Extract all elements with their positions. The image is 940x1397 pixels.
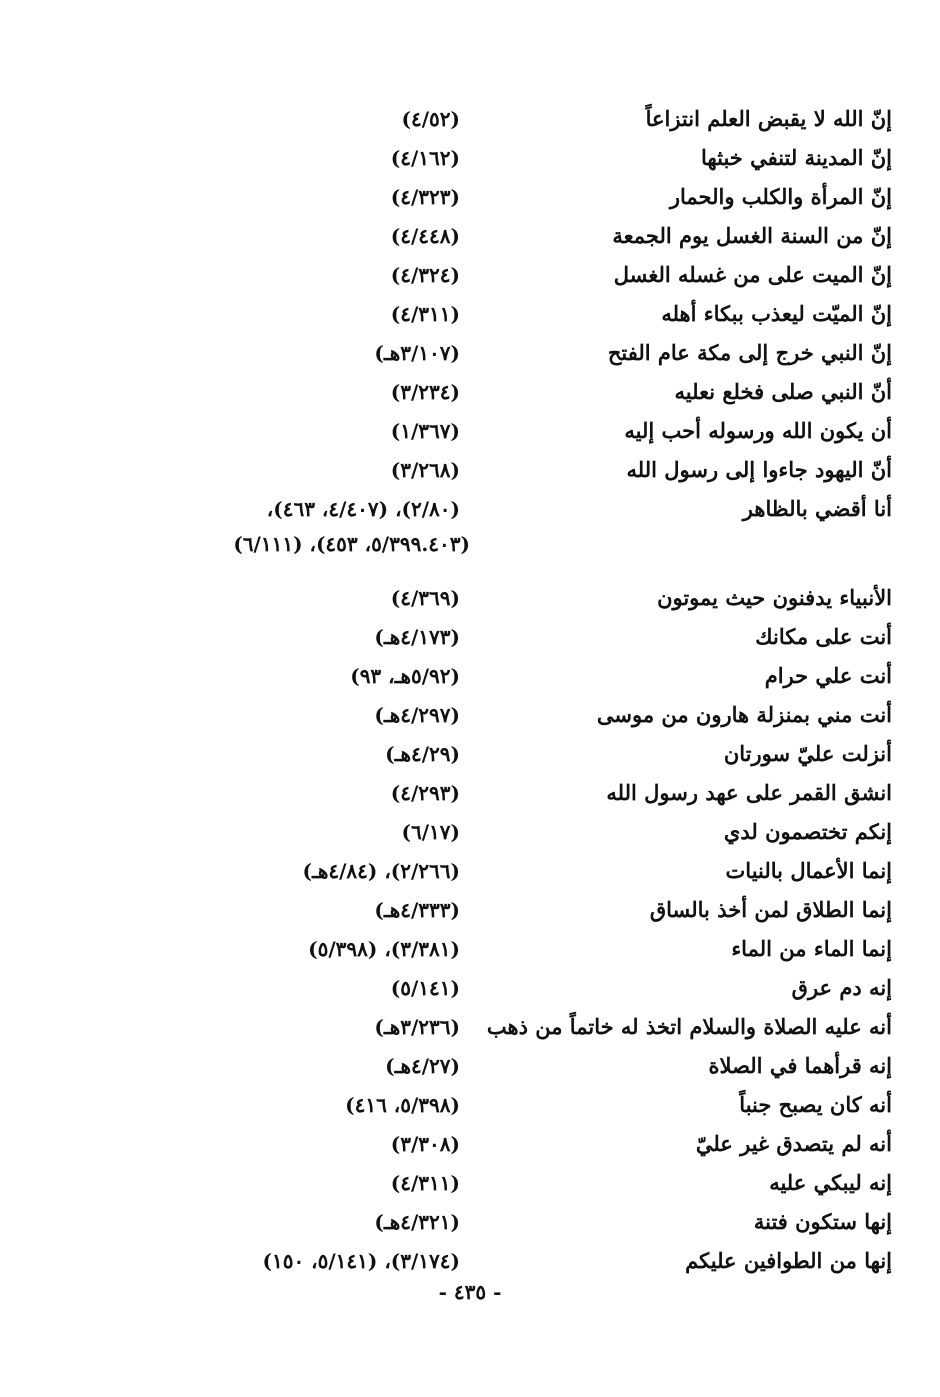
index-entry (140, 334, 900, 373)
hadith-reference: (٣/٢٣٦هـ) (374, 1015, 460, 1039)
hadith-index-list (140, 100, 900, 1281)
hadith-reference: (٤/٣٢١هـ) (374, 1210, 460, 1234)
hadith-text: إنها من الطوافين عليكم (685, 1248, 892, 1273)
hadith-reference: (٢/٨٠)، (٤/٤٠٧، ٤٦٣)، (266, 497, 460, 521)
hadith-text: إنّ المرأة والكلب والحمار (669, 184, 892, 209)
hadith-text: إنّ الله لا يقبض العلم انتزاعاً (645, 106, 892, 131)
index-entry (140, 100, 900, 139)
index-entry (140, 891, 900, 930)
hadith-text: أنه كان يصبح جنباً (739, 1092, 892, 1117)
index-entry (140, 813, 900, 852)
index-entry-continuation (140, 529, 900, 563)
hadith-text: إنّ الميت على من غسله الغسل (613, 262, 892, 287)
hadith-reference-continuation: (٥/٣٩٩.٤٠٣، ٤٥٣)، (٦/١١١) (233, 532, 470, 556)
hadith-reference: (٥/٣٩٨، ٤١٦) (345, 1093, 460, 1117)
hadith-text: أنّ اليهود جاءوا إلى رسول الله (626, 457, 892, 482)
hadith-reference: (٤/١٦٢) (390, 146, 460, 170)
index-entry (140, 657, 900, 696)
hadith-text: إنه قرأهما في الصلاة (708, 1053, 892, 1078)
hadith-text: أنت على مكانك (755, 624, 892, 649)
hadith-reference: (٤/٢٩٣) (390, 781, 460, 805)
index-entry (140, 1164, 900, 1203)
hadith-reference: (٤/٣٣٣هـ) (374, 898, 460, 922)
index-entry (140, 579, 900, 618)
index-entry (140, 1086, 900, 1125)
index-entry (140, 1242, 900, 1281)
hadith-reference: (٤/٣٢٤) (390, 263, 460, 287)
index-entry (140, 774, 900, 813)
hadith-reference: (٣/١٧٤)، (٥/١٤١، ١٥٠) (262, 1249, 460, 1273)
hadith-reference: (٣/٣٨١)، (٥/٣٩٨) (308, 937, 460, 961)
hadith-text: إنّ من السنة الغسل يوم الجمعة (612, 223, 892, 248)
index-entry (140, 930, 900, 969)
hadith-reference: (٤/٢٩هـ) (385, 742, 460, 766)
hadith-reference: (١/٣٦٧) (390, 419, 460, 443)
hadith-text: إنّ المدينة لتنفي خبثها (701, 145, 892, 170)
hadith-reference: (٦/١٧) (401, 820, 460, 844)
index-entry (140, 696, 900, 735)
hadith-text: إنكم تختصمون لدي (723, 819, 892, 844)
hadith-text: أنزلت عليّ سورتان (723, 741, 892, 766)
hadith-text: إنه ليبكي عليه (769, 1170, 892, 1195)
hadith-reference: (٢/٢٦٦)، (٤/٨٤هـ) (302, 859, 460, 883)
hadith-reference: (٤/٥٢) (401, 107, 460, 131)
hadith-reference: (٤/٣٦٩) (390, 586, 460, 610)
hadith-text: انشق القمر على عهد رسول الله (606, 780, 892, 805)
index-entry (140, 373, 900, 412)
hadith-reference: (٣/١٠٧هـ) (374, 341, 460, 365)
index-entry (140, 256, 900, 295)
index-entry (140, 1125, 900, 1164)
index-entry (140, 178, 900, 217)
index-entry (140, 618, 900, 657)
hadith-text: أنا أقضي بالظاهر (742, 496, 892, 521)
hadith-text: إنها ستكون فتنة (753, 1209, 892, 1234)
hadith-text: الأنبياء يدفنون حيث يموتون (657, 585, 892, 610)
hadith-text: إنما الأعمال بالنيات (725, 858, 892, 883)
hadith-reference: (٤/٣١١) (390, 302, 460, 326)
index-entry (140, 852, 900, 891)
hadith-text: إنّ النبي خرج إلى مكة عام الفتح (607, 340, 892, 365)
hadith-text: أنت مني بمنزلة هارون من موسى (596, 702, 892, 727)
spacer (140, 563, 900, 579)
index-entry (140, 1047, 900, 1086)
index-entry (140, 295, 900, 334)
hadith-reference: (٤/٣١١) (390, 1171, 460, 1195)
index-entry (140, 139, 900, 178)
hadith-reference: (٤/٢٧هـ) (385, 1054, 460, 1078)
hadith-text: إنما الماء من الماء (731, 936, 892, 961)
hadith-text: إنّ الميّت ليعذب ببكاء أهله (661, 301, 892, 326)
index-entry (140, 412, 900, 451)
page-number: - ٤٣٥ - (438, 1280, 502, 1304)
index-entry (140, 451, 900, 490)
hadith-text: أنه لم يتصدق غير عليّ (695, 1131, 892, 1156)
index-entry (140, 1008, 900, 1047)
index-entry (140, 969, 900, 1008)
hadith-reference: (٤/٣٢٣) (390, 185, 460, 209)
index-entry (140, 1203, 900, 1242)
hadith-reference: (٣/٢٣٤) (390, 380, 460, 404)
index-entry (140, 735, 900, 774)
hadith-text: إنه دم عرق (791, 975, 892, 1000)
hadith-text: أنه عليه الصلاة والسلام اتخذ له خاتماً من ذهب (486, 1014, 892, 1039)
index-entry (140, 217, 900, 256)
index-entry (140, 490, 900, 529)
hadith-text: إنما الطلاق لمن أخذ بالساق (649, 897, 892, 922)
hadith-reference: (٣/٢٦٨) (390, 458, 460, 482)
hadith-reference: (٣/٣٠٨) (390, 1132, 460, 1156)
hadith-text: أنّ النبي صلى فخلع نعليه (674, 379, 892, 404)
hadith-reference: (٥/١٤١) (390, 976, 460, 1000)
hadith-text: أنت علي حرام (764, 663, 892, 688)
hadith-reference: (٤/٤٤٨) (390, 224, 460, 248)
hadith-text: أن يكون الله ورسوله أحب إليه (624, 418, 892, 443)
hadith-reference: (٤/١٧٣هـ) (374, 625, 460, 649)
hadith-reference: (٥/٩٢هـ، ٩٣) (350, 664, 460, 688)
hadith-reference: (٤/٢٩٧هـ) (374, 703, 460, 727)
